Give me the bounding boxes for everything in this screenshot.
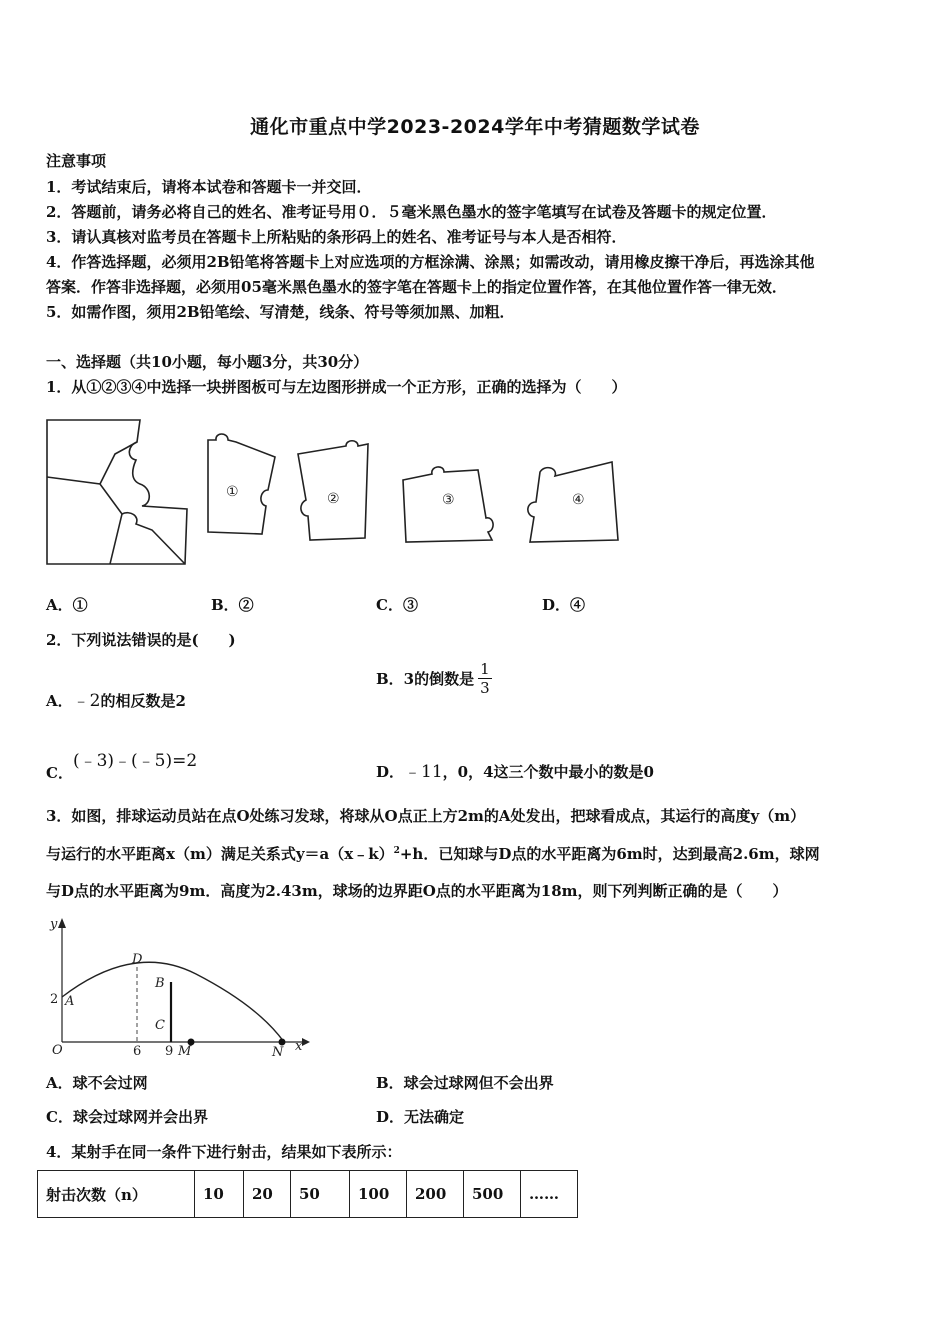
q1-option-b[interactable]: B．② — [211, 596, 254, 614]
notice-item-3: 3．请认真核对监考员在答题卡上所粘贴的条形码上的姓名、准考证号与本人是否相符． — [46, 228, 627, 246]
point-m-label: M — [178, 1044, 192, 1059]
x-axis-arrow-icon — [302, 1038, 310, 1046]
y-axis-arrow-icon — [58, 918, 66, 928]
page-title: 通化市重点中学2023-2024学年中考猜题数学试卷 — [250, 116, 700, 138]
notice-item-1: 1．考试结束后，请将本试卷和答题卡一并交回． — [46, 178, 372, 196]
q1-option-d[interactable]: D．④ — [542, 596, 586, 614]
table-cell: 10 — [195, 1171, 244, 1218]
q3-line-2b: +h．已知球与D点的水平距离为6m时，达到最高2.6m，球网 — [399, 845, 820, 863]
q2-d-math: ﹣11 — [404, 762, 443, 782]
q3-option-d[interactable]: D．无法确定 — [376, 1108, 465, 1126]
q2-option-c[interactable] — [46, 746, 198, 782]
q4-shooting-table — [37, 1170, 578, 1218]
q3-line-1: 3．如图，排球运动员站在点O处练习发球，将球从O点正上方2m的A处发出，把球看成点，其运行的高度y（m） — [46, 807, 806, 825]
point-d-label: D — [132, 952, 143, 967]
fraction — [478, 660, 492, 697]
q3-line-3: 与D点的水平距离为9m．高度为2.43m，球场的边界距O点的水平距离为18m，则下列判断正确的是（ ） — [46, 882, 788, 900]
q2-option-d[interactable] — [376, 757, 654, 782]
piece-3-label: ③ — [442, 492, 455, 508]
notice-item-2: 2．答题前，请务必将自己的姓名、准考证号用０．５毫米黑色墨水的签字笔填写在试卷及答题卡的规定位置． — [46, 203, 777, 221]
trajectory-curve — [62, 962, 284, 1042]
q2-a-math: ﹣2 — [72, 691, 101, 711]
left-shape — [47, 420, 187, 564]
table-cell: 100 — [350, 1171, 407, 1218]
piece-2 — [298, 441, 368, 540]
origin-label: O — [52, 1043, 63, 1058]
table-cell: 50 — [291, 1171, 350, 1218]
point-c-label: C — [155, 1018, 165, 1033]
q1-option-c[interactable]: C．③ — [376, 596, 418, 614]
fraction-denominator: 3 — [480, 679, 490, 697]
q3-superscript: 2 — [393, 846, 400, 856]
q2-c-math: (﹣3)﹣(﹣5)=2 — [72, 751, 198, 771]
q1-puzzle-figure — [40, 412, 630, 577]
table-cell: …… — [521, 1171, 578, 1218]
piece-4-label: ④ — [572, 492, 585, 508]
notice-item-5: 5．如需作图，须用2B铅笔绘、写清楚，线条、符号等须加黑、加粗． — [46, 303, 515, 321]
fraction-numerator: 1 — [480, 660, 490, 678]
piece-3 — [403, 467, 493, 542]
q3-line-2a: 与运行的水平距离x（m）满足关系式y＝a（x﹣k） — [46, 845, 394, 863]
q3-trajectory-graph — [44, 912, 314, 1060]
q2-a-text: 的相反数是2 — [100, 692, 186, 710]
piece-2-label: ② — [327, 491, 340, 507]
q2-b-text: B．3的倒数是 — [376, 670, 475, 688]
q2-option-a[interactable] — [46, 686, 186, 711]
q3-option-c[interactable]: C．球会过球网并会出界 — [46, 1108, 208, 1126]
table-cell: 射击次数（n） — [38, 1171, 195, 1218]
q2-c-prefix: C． — [46, 764, 73, 782]
piece-1 — [208, 434, 275, 534]
q2-a-prefix: A． — [46, 692, 73, 710]
tick-6-label: 6 — [133, 1044, 142, 1059]
tick-9-label: 9 — [165, 1044, 174, 1059]
point-n-label: N — [272, 1045, 284, 1060]
point-b-label: B — [155, 976, 165, 991]
y-label: y — [50, 917, 58, 932]
table-cell: 500 — [464, 1171, 521, 1218]
tick-2-label: 2 — [50, 992, 59, 1007]
piece-1-label: ① — [226, 484, 239, 500]
piece-4 — [528, 462, 618, 542]
q3-option-a[interactable]: A．球不会过网 — [46, 1074, 148, 1092]
x-label: x — [295, 1039, 303, 1054]
q2-d-prefix: D． — [376, 763, 405, 781]
section-heading: 一、选择题（共10小题，每小题3分，共30分） — [46, 353, 369, 371]
q2-option-b[interactable] — [376, 660, 492, 697]
q4-stem: 4．某射手在同一条件下进行射击，结果如下表所示： — [46, 1143, 402, 1161]
q1-option-a[interactable]: A．① — [46, 596, 88, 614]
notice-item-4: 4．作答选择题，必须用2B铅笔将答题卡上对应选项的方框涂满、涂黑；如需改动，请用橡皮擦干净后，再选涂其他 — [46, 253, 815, 271]
table-row — [38, 1171, 578, 1218]
point-a-label: A — [65, 994, 75, 1009]
q1-stem: 1．从①②③④中选择一块拼图板可与左边图形拼成一个正方形，正确的选择为（ ） — [46, 378, 627, 396]
q2-d-text: ，0，4这三个数中最小的数是0 — [442, 763, 654, 781]
q3-line-2 — [46, 843, 820, 864]
notice-item-4-cont: 答案．作答非选择题，必须用05毫米黑色墨水的签字笔在答题卡上的指定位置作答，在其他位置作答一律无效． — [46, 278, 787, 296]
table-cell: 20 — [244, 1171, 291, 1218]
q2-stem: 2．下列说法错误的是( ) — [46, 631, 236, 649]
q3-option-b[interactable]: B．球会过球网但不会出界 — [376, 1074, 554, 1092]
table-cell: 200 — [407, 1171, 464, 1218]
notice-heading: 注意事项 — [46, 152, 107, 170]
